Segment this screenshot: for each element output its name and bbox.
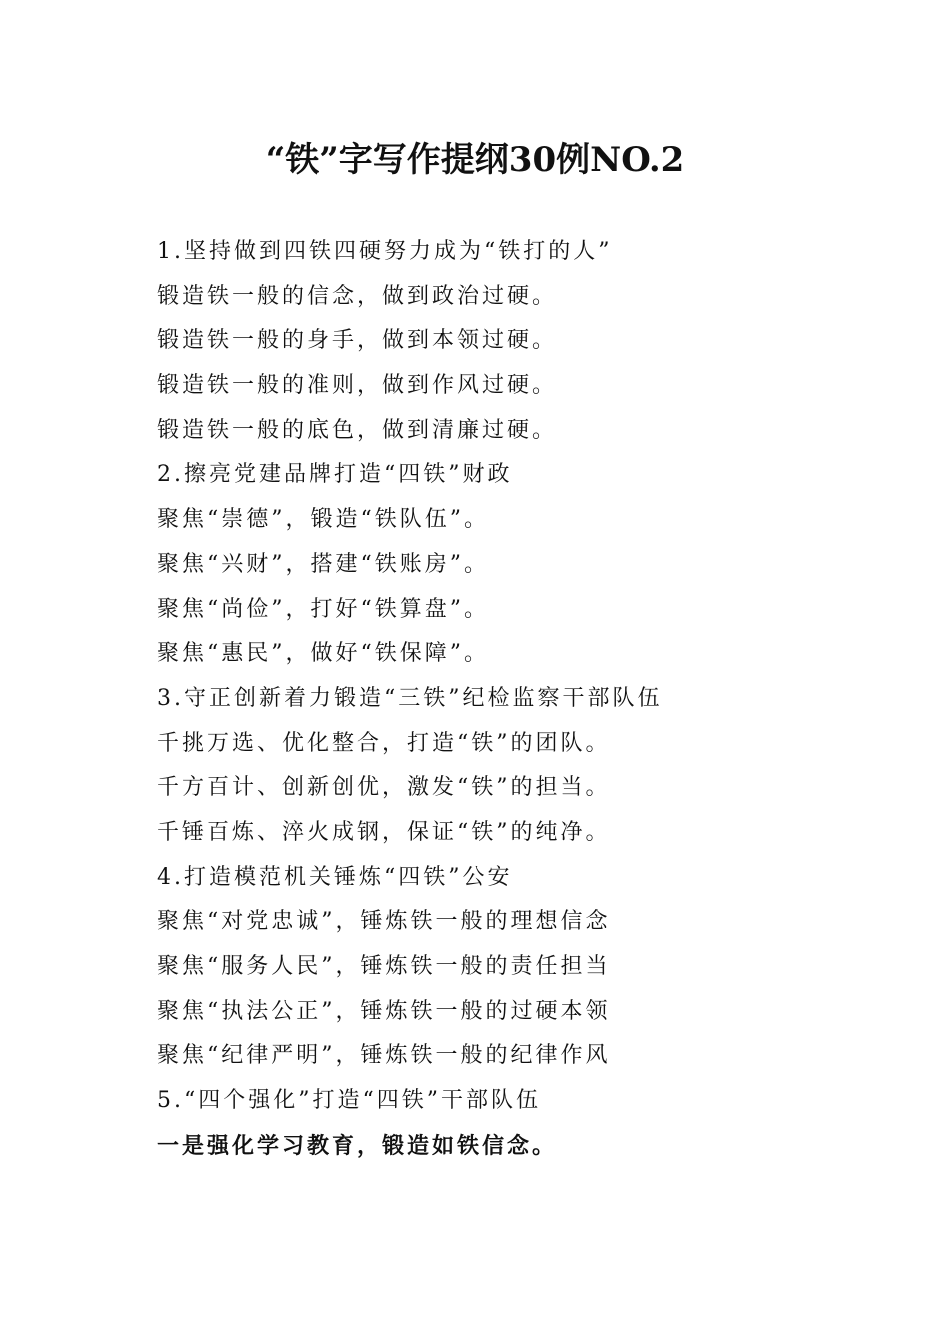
- outline-item: 聚焦“执法公正”，锤炼铁一般的过硬本领: [157, 998, 611, 1024]
- section-heading-5: 5.“四个强化”打造“四铁”干部队伍: [157, 1088, 541, 1114]
- outline-item: 聚焦“服务人民”，锤炼铁一般的责任担当: [157, 954, 611, 979]
- outline-item: 聚焦“崇德”，锻造“铁队伍”。: [157, 507, 489, 533]
- outline-item: 聚焦“尚俭”，打好“铁算盘”。: [157, 596, 489, 622]
- page-title: “铁”字写作提纲30例NO.2: [265, 140, 685, 180]
- section-heading-1: 1.坚持做到四铁四硬努力成为“铁打的人”: [157, 239, 613, 264]
- outline-item: 锻造铁一般的底色，做到清廉过硬。: [157, 417, 558, 443]
- section-heading-3: 3.守正创新着力锻造“三铁”纪检监察干部队伍: [157, 685, 663, 711]
- outline-item: 锻造铁一般的准则，做到作风过硬。: [157, 373, 558, 399]
- outline-item: 千锤百炼、淬火成钢，保证“铁”的纯净。: [157, 819, 611, 845]
- outline-item: 聚焦“纪律严明”，锤炼铁一般的纪律作风: [157, 1043, 611, 1069]
- outline-item: 锻造铁一般的信念，做到政治过硬。: [157, 283, 558, 309]
- document-body: [157, 230, 877, 1168]
- outline-item: 聚焦“惠民”，做好“铁保障”。: [157, 641, 489, 667]
- outline-item: 聚焦“兴财”，搭建“铁账房”。: [157, 551, 489, 577]
- outline-item: 千挑万选、优化整合，打造“铁”的团队。: [157, 730, 611, 756]
- outline-item: 锻造铁一般的身手，做到本领过硬。: [157, 328, 558, 354]
- outline-item: 聚焦“对党忠诚”，锤炼铁一般的理想信念: [157, 909, 611, 935]
- outline-item: 千方百计、创新创优，激发“铁”的担当。: [157, 775, 611, 801]
- section-heading-2: 2.擦亮党建品牌打造“四铁”财政: [157, 462, 513, 488]
- outline-item: 一是强化学习教育，锻造如铁信念。: [157, 1132, 558, 1159]
- section-heading-4: 4.打造模范机关锤炼“四铁”公安: [157, 864, 513, 890]
